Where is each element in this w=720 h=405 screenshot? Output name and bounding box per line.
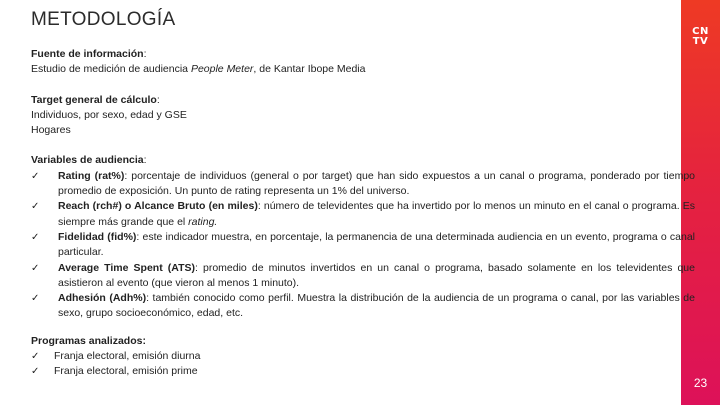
check-icon: ✓ [31, 170, 40, 182]
variable-text: : promedio de minutos invertidos en un canal o programa, basado solamente en los televidentes que asistieron al evento (que vieron al menos 1 minuto). [58, 261, 695, 289]
variables-list [31, 169, 695, 322]
variable-italic: rating. [188, 215, 218, 228]
variable-term: Reach (rch#) o Alcance Bruto (en miles) [58, 200, 258, 213]
variable-term: Rating (rat%) [58, 169, 125, 182]
variables-label: Variables de audiencia [31, 154, 144, 167]
programs-list [31, 349, 695, 380]
list-item [31, 169, 695, 200]
programs-section [31, 334, 695, 380]
methodology-content [31, 47, 695, 395]
list-item [31, 261, 695, 292]
variable-term: Fidelidad (fid%) [58, 230, 137, 243]
programs-label: Programas analizados: [31, 334, 146, 347]
target-heading: Target general de cálculo: [31, 93, 160, 106]
source-text-before: Estudio de medición de audiencia [31, 63, 191, 76]
list-item [31, 199, 695, 230]
variables-heading: Variables de audiencia: [31, 154, 147, 167]
variable-term: Adhesión (Adh%) [58, 292, 147, 305]
program-text: Franja electoral, emisión prime [54, 365, 198, 378]
target-line-2: Hogares [31, 124, 71, 137]
target-section [31, 93, 695, 139]
variables-section [31, 153, 695, 321]
list-item [31, 291, 695, 322]
check-icon: ✓ [31, 293, 40, 305]
variable-text: : porcentaje de individuos (general o por target) que han sido expuestos a un canal o programa, ponderado por tiempo promedio de exposición. Un punto de rating representa un 1% del universo. [58, 169, 695, 198]
source-heading: Fuente de información: [31, 48, 147, 60]
check-icon: ✓ [31, 351, 40, 363]
source-label: Fuente de información [31, 48, 144, 60]
source-text-italic: People Meter [190, 63, 254, 76]
target-label: Target general de cálculo [31, 93, 157, 106]
list-item [31, 364, 695, 379]
check-icon: ✓ [31, 231, 40, 243]
list-item [31, 349, 695, 364]
page-number: 23 [693, 376, 708, 390]
variable-text: : número de televidentes que ha invertido por lo menos un minuto en el canal o programa. Es siempre más grande que el [58, 200, 695, 228]
logo-line-2: TV [692, 36, 709, 47]
variable-text: : también conocido como perfil. Muestra la distribución de la audiencia de un programa o canal, por las variables de sexo, grupo socioeconómico, edad, etc. [58, 292, 695, 320]
check-icon: ✓ [31, 201, 40, 213]
variable-term: Average Time Spent (ATS) [58, 261, 195, 274]
cntv-logo [681, 27, 720, 47]
source-section [31, 47, 695, 78]
variable-text: : este indicador muestra, en porcentaje, la permanencia de una determinada audiencia en un evento, programa o canal particular. [58, 230, 695, 259]
source-text [31, 62, 695, 77]
page-title: METODOLOGÍA [31, 9, 176, 30]
program-text: Franja electoral, emisión diurna [54, 350, 201, 363]
target-line-1: Individuos, por sexo, edad y GSE [31, 108, 187, 121]
check-icon: ✓ [31, 262, 40, 274]
logo-line-1: CN [692, 26, 709, 37]
check-icon: ✓ [31, 366, 40, 378]
list-item [31, 230, 695, 261]
source-text-after: , de Kantar Ibope Media [253, 63, 366, 76]
